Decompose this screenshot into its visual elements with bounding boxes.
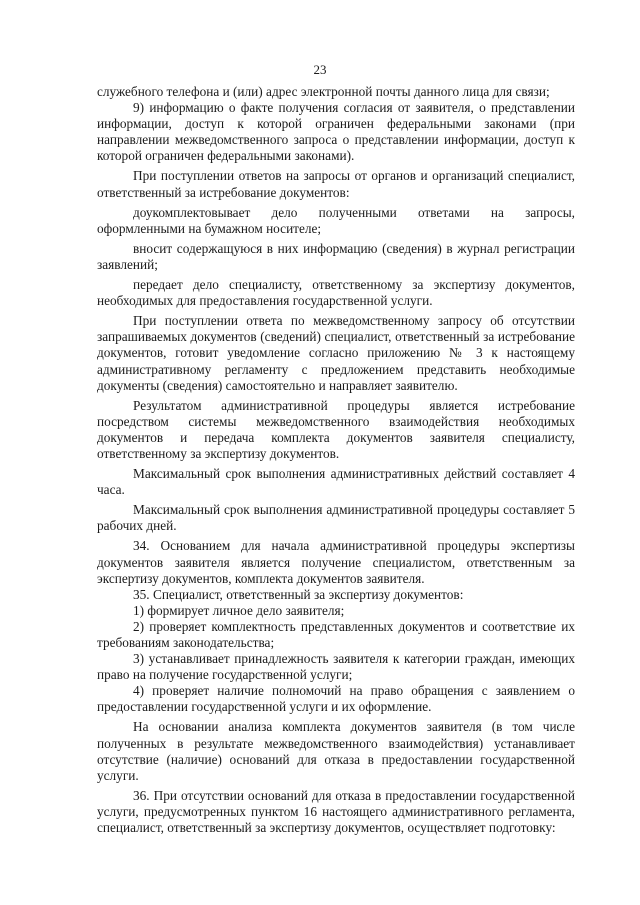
paragraph: Максимальный срок выполнения административной процедуры составляет 5 рабочих дней. <box>97 502 575 534</box>
paragraph: 4) проверяет наличие полномочий на право обращения с заявлением о предоставлении государственной услуги и их оформление. <box>97 683 575 715</box>
paragraph: 36. При отсутствии оснований для отказа в предоставлении государственной услуги, предусмотренных пунктом 16 настоящего административного регламента, специалист, ответственный за экспертизу документов, осуществляет подготовку: <box>97 787 575 836</box>
paragraph: Максимальный срок выполнения административных действий составляет 4 часа. <box>97 466 575 498</box>
paragraph: 3) устанавливает принадлежность заявителя к категории граждан, имеющих право на получение государственной услуги; <box>97 651 575 683</box>
paragraph: При поступлении ответов на запросы от органов и организаций специалист, ответственный за истребование документов: <box>97 168 575 200</box>
paragraph: 1) формирует личное дело заявителя; <box>133 602 345 618</box>
paragraph: 34. Основанием для начала административной процедуры экспертизы документов заявителя является получение специалистом, ответственным за экспертизу документов, комплекта документов заявителя. <box>97 538 575 586</box>
paragraph: 2) проверяет комплектность представленных документов и соответствие их требованиям законодательства; <box>97 618 575 650</box>
paragraph: вносит содержащуюся в них информацию (сведения) в журнал регистрации заявлений; <box>97 240 575 272</box>
paragraph: На основании анализа комплекта документов заявителя (в том числе полученных в результате межведомственного взаимодействия) устанавливает отсутствие (наличие) оснований для отказа в предоставлении государственной услуги. <box>97 719 575 783</box>
document-body <box>97 84 575 836</box>
paragraph: 35. Специалист, ответственный за экспертизу документов: <box>133 586 464 602</box>
paragraph: 9) информацию о факте получения согласия от заявителя, о представлении информации, доступ к которой ограничен федеральными законами (при направлении межведомственного запроса о представлении информации, доступ к которой ограничен федеральными законами). <box>97 100 575 164</box>
paragraph: При поступлении ответа по межведомственному запросу об отсутствии запрашиваемых документов (сведений) специалист, ответственный за истребование документов, готовит уведомление согласно приложению № 3 к настоящему административному регламенту с предложением представить необходимые документы (сведения) самостоятельно и направляет заявителю. <box>97 313 575 393</box>
paragraph: Результатом административной процедуры является истребование посредством системы межведомственного взаимодействия необходимых документов и передача комплекта документов заявителя специалисту, ответственному за экспертизу документов. <box>97 397 575 461</box>
page-number: 23 <box>313 62 327 77</box>
paragraph: передает дело специалисту, ответственному за экспертизу документов, необходимых для предоставления государственной услуги. <box>97 277 575 309</box>
paragraph: служебного телефона и (или) адрес электронной почты данного лица для связи; <box>97 84 550 99</box>
paragraph: доукомплектовывает дело полученными ответами на запросы, оформленными на бумажном носителе; <box>97 204 575 236</box>
